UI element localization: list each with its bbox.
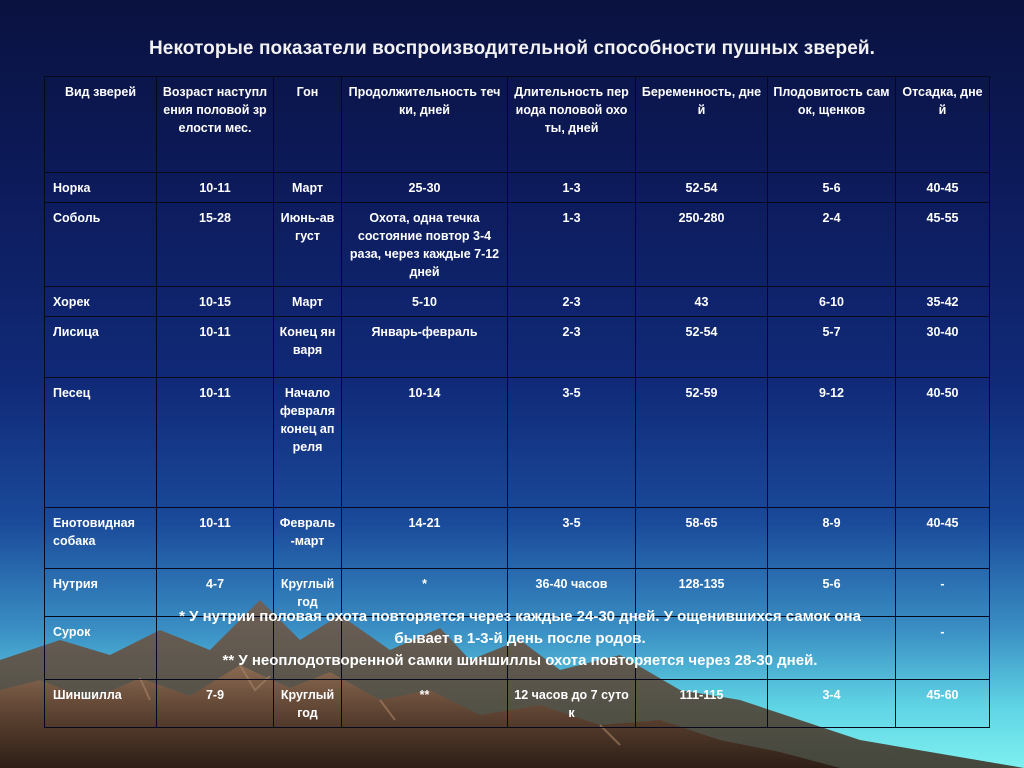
cell-rut: Начало февраля конец апреля [274,378,342,508]
table-row [45,203,990,287]
cell-estrus-duration: Январь-февраль [342,317,508,378]
footnote-chinchilla: ** У неоплодотворенной самки шиншиллы охота повторяется через 28-30 дней. [222,652,818,669]
cell-fertility: 6-10 [768,287,896,317]
header-species: Вид зверей [45,77,157,173]
cell-maturity-age: 10-15 [157,287,274,317]
table-row [45,680,990,728]
cell-maturity-age: 10-11 [157,508,274,569]
cell-pregnancy: 250-280 [636,203,768,287]
cell-rut: Круглый год [274,569,342,617]
cell-weaning: 40-45 [896,508,990,569]
cell-fertility: 5-7 [768,317,896,378]
cell-heat-period: 3-5 [508,378,636,508]
table-header-row [45,77,990,173]
cell-weaning: - [896,569,990,617]
cell-weaning: 45-60 [896,680,990,728]
cell-heat-period: 1-3 [508,203,636,287]
header-maturity-age: Возраст наступления половой зрелости мес. [157,77,274,173]
cell-species: Шиншилла [45,680,157,728]
cell-fertility: 8-9 [768,508,896,569]
cell-species: Сурок [45,617,157,680]
cell-pregnancy: 52-54 [636,173,768,203]
footnote-nutria-cont: бывает в 1-3-й день после родов. [394,630,646,647]
cell-fertility: 5-6 [768,173,896,203]
cell-heat-period: 1-3 [508,173,636,203]
cell-rut: Конец января [274,317,342,378]
cell-pregnancy: 52-59 [636,378,768,508]
cell-fertility: 3-4 [768,680,896,728]
cell-estrus-duration: ** [342,680,508,728]
cell-rut: Февраль-март [274,508,342,569]
table-row [45,317,990,378]
cell-fertility: 9-12 [768,378,896,508]
cell-estrus-duration: * [342,569,508,617]
cell-weaning: 40-50 [896,378,990,508]
cell-pregnancy: 128-135 [636,569,768,617]
cell-rut: Март [274,173,342,203]
cell-species: Норка [45,173,157,203]
table-row [45,173,990,203]
cell-species: Песец [45,378,157,508]
cell-weaning: 35-42 [896,287,990,317]
table-row [45,287,990,317]
table-row [45,378,990,508]
cell-maturity-age: 15-28 [157,203,274,287]
cell-species: Енотовидная собака [45,508,157,569]
cell-heat-period: 12 часов до 7 суток [508,680,636,728]
cell-heat-period: 3-5 [508,508,636,569]
cell-fertility: 5-6 [768,569,896,617]
cell-fertility: 2-4 [768,203,896,287]
cell-maturity-age: 10-11 [157,378,274,508]
cell-heat-period: 36-40 часов [508,569,636,617]
cell-estrus-duration: 14-21 [342,508,508,569]
cell-species: Лисица [45,317,157,378]
header-pregnancy: Беременность, дней [636,77,768,173]
cell-heat-period: 2-3 [508,317,636,378]
cell-estrus-duration: Охота, одна течка состояние повтор 3-4 раза, через каждые 7-12 дней [342,203,508,287]
cell-pregnancy: 43 [636,287,768,317]
header-estrus-duration: Продолжительность течки, дней [342,77,508,173]
cell-rut: Июнь-август [274,203,342,287]
cell-pregnancy: 52-54 [636,317,768,378]
cell-weaning: 40-45 [896,173,990,203]
cell-maturity-age: 4-7 [157,569,274,617]
slide-title: Некоторые показатели воспроизводительной способности пушных зверей. [148,38,876,59]
cell-species: Хорек [45,287,157,317]
cell-maturity-age: 10-11 [157,173,274,203]
header-weaning: Отсадка, дней [896,77,990,173]
header-rut: Гон [274,77,342,173]
cell-heat-period: 2-3 [508,287,636,317]
cell-maturity-age: 10-11 [157,317,274,378]
cell-pregnancy: 111-115 [636,680,768,728]
cell-weaning: 45-55 [896,203,990,287]
cell-estrus-duration: 5-10 [342,287,508,317]
cell-maturity-age: 7-9 [157,680,274,728]
cell-weaning: 30-40 [896,317,990,378]
cell-weaning: - [896,617,990,680]
footnote-nutria: * У нутрии половая охота повторяется через каждые 24-30 дней. У ощенившихся самок она [179,608,861,625]
footnotes [0,606,1024,672]
cell-species: Нутрия [45,569,157,617]
cell-rut: Март [274,287,342,317]
cell-rut: Круглый год [274,680,342,728]
header-fertility: Плодовитость самок, щенков [768,77,896,173]
cell-estrus-duration: 25-30 [342,173,508,203]
cell-pregnancy: 58-65 [636,508,768,569]
table-row [45,508,990,569]
cell-species: Соболь [45,203,157,287]
header-heat-period: Длительность периода половой охоты, дней [508,77,636,173]
cell-estrus-duration: 10-14 [342,378,508,508]
